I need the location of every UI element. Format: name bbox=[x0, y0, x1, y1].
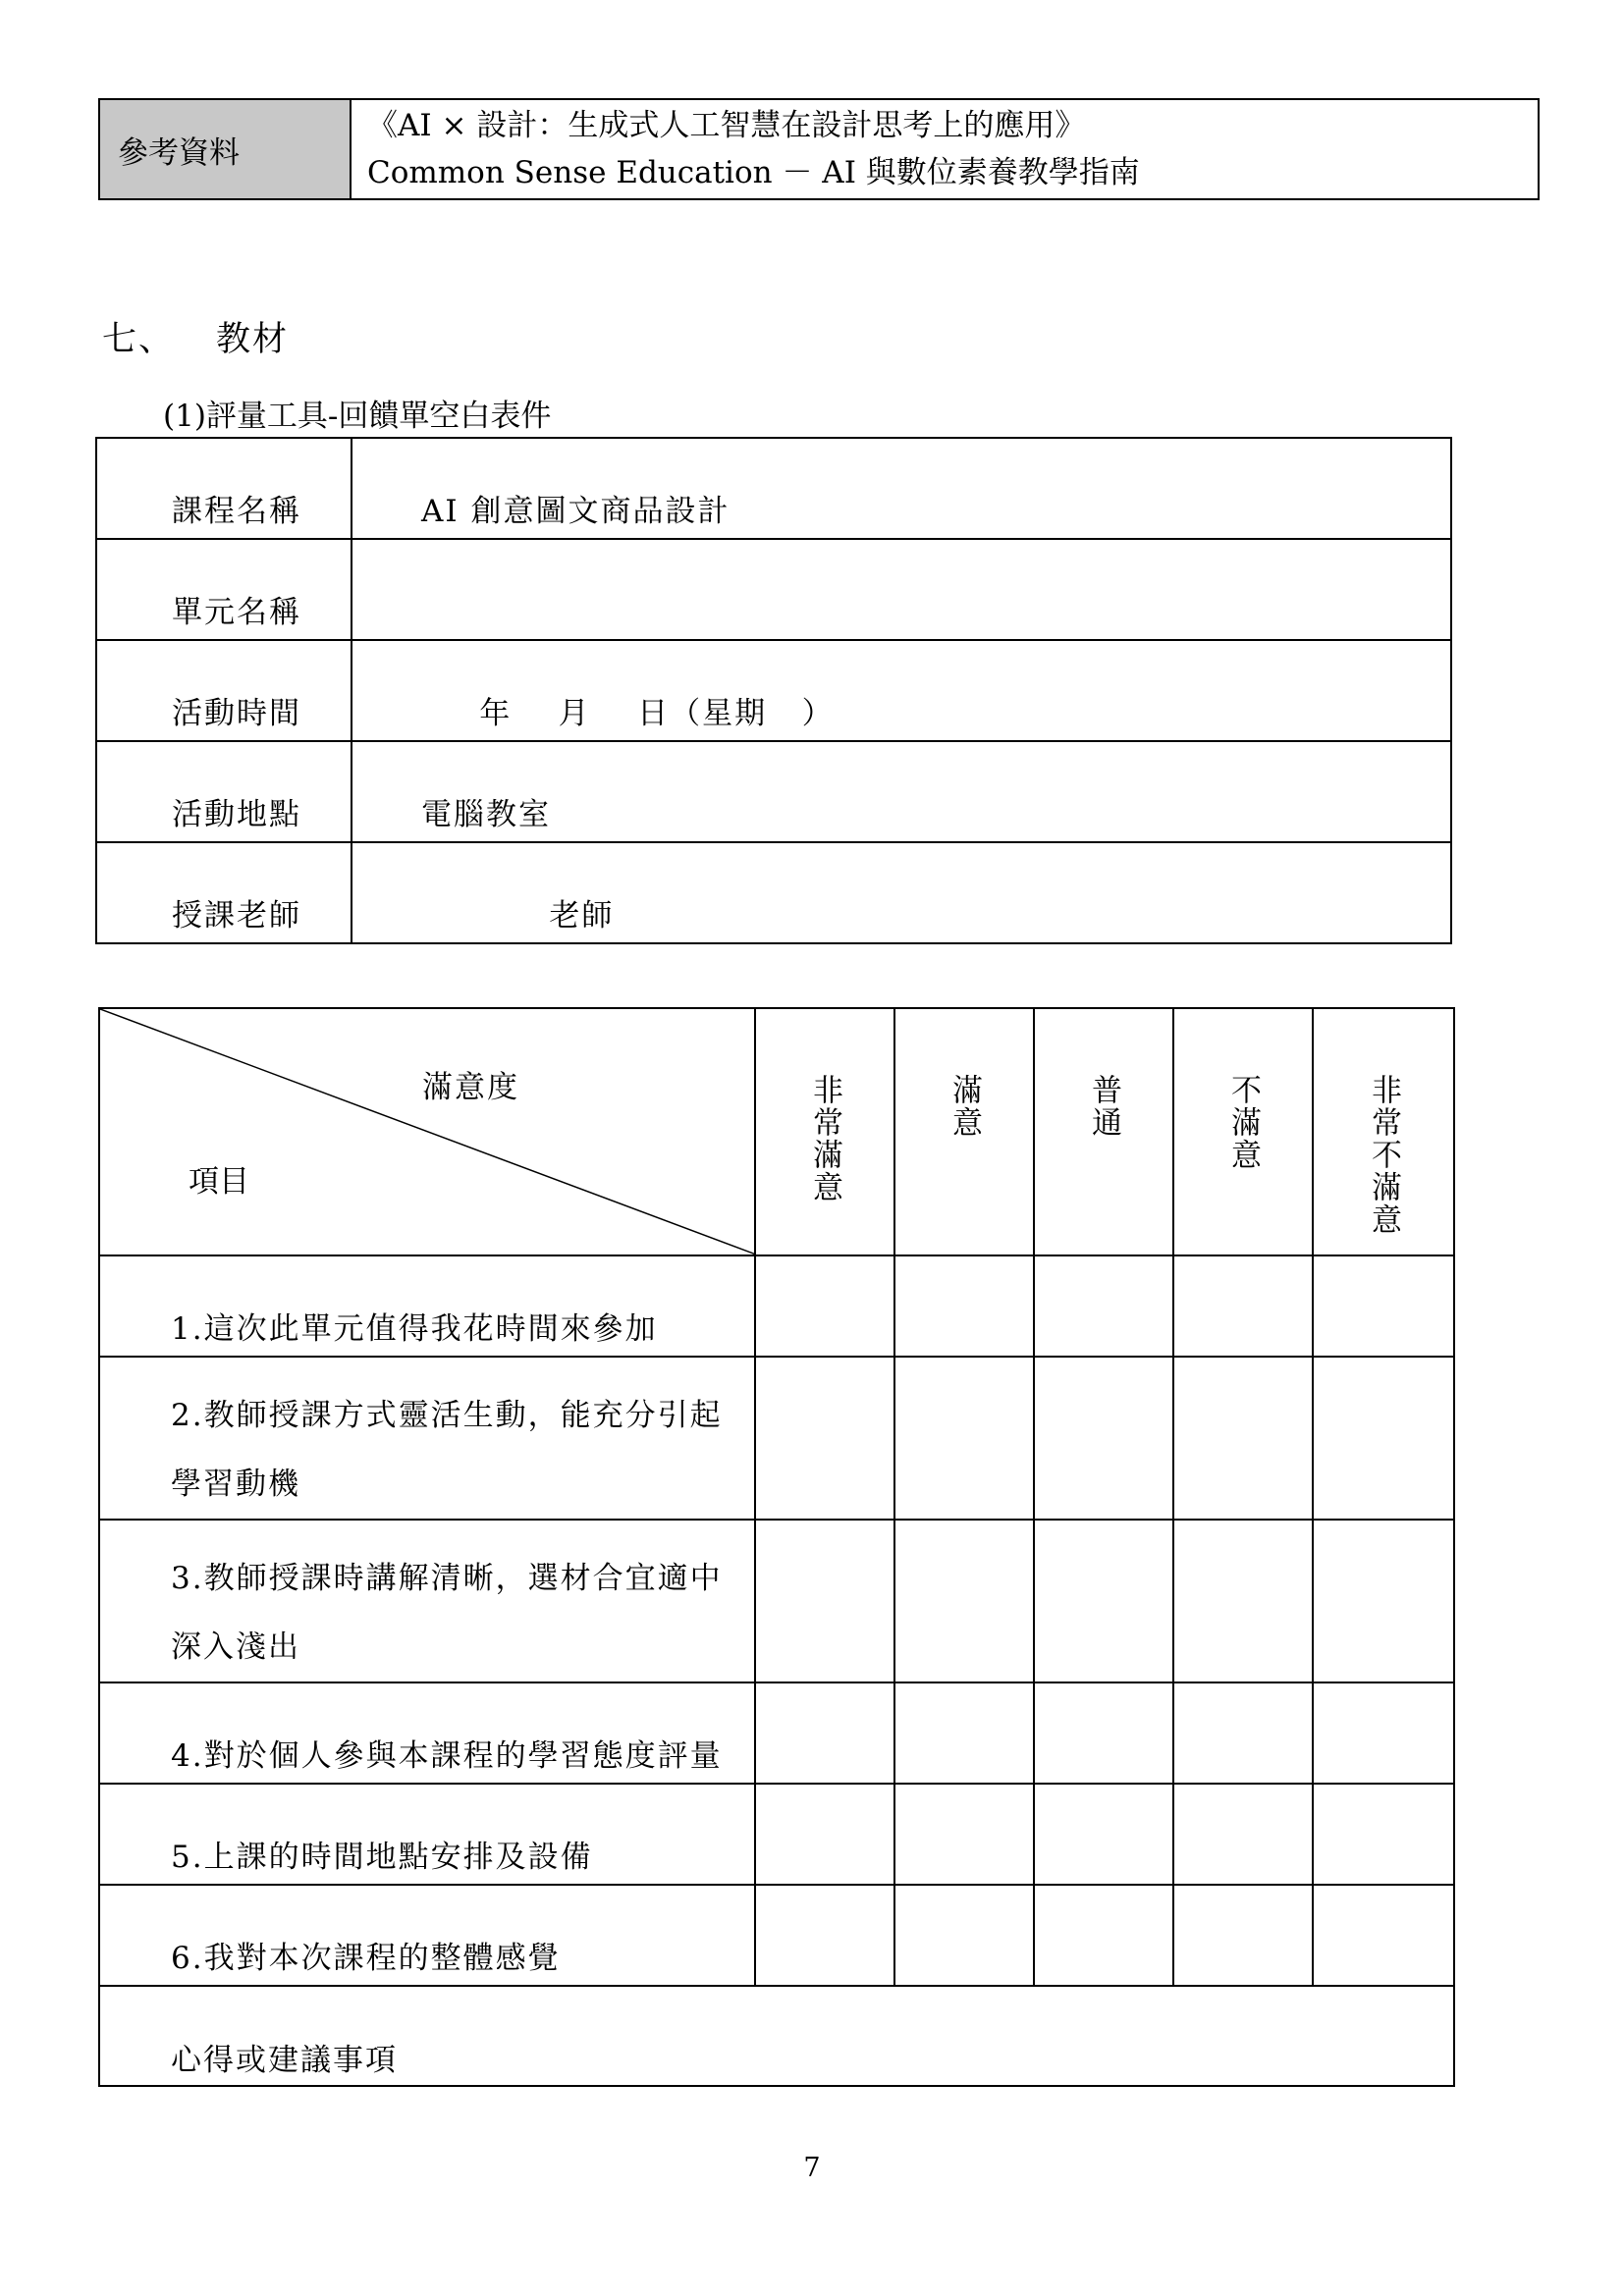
rating-cell[interactable] bbox=[755, 1885, 894, 1986]
diagonal-line bbox=[100, 1009, 756, 1255]
rating-cell[interactable] bbox=[1034, 1784, 1173, 1885]
survey-item-label: 3.教師授課時講解清晰，選材合宜適中深入淺出 bbox=[99, 1520, 755, 1682]
course-info-table bbox=[95, 437, 1452, 944]
page-number: 7 bbox=[803, 2153, 821, 2183]
rating-cell[interactable] bbox=[894, 1682, 1034, 1784]
rating-cell[interactable] bbox=[1034, 1520, 1173, 1682]
survey-item-row bbox=[99, 1784, 1454, 1885]
rating-header-very-satisfied: 非常滿意 bbox=[755, 1008, 894, 1255]
rating-cell[interactable] bbox=[894, 1520, 1034, 1682]
rating-cell[interactable] bbox=[1034, 1682, 1173, 1784]
rating-cell[interactable] bbox=[755, 1357, 894, 1520]
info-value: 年 月 日（星期 ） bbox=[352, 640, 1451, 741]
info-row-course-name bbox=[96, 438, 1451, 539]
rating-cell[interactable] bbox=[1173, 1885, 1313, 1986]
rating-cell[interactable] bbox=[755, 1784, 894, 1885]
survey-item-label: 2.教師授課方式靈活生動，能充分引起學習動機 bbox=[99, 1357, 755, 1520]
rating-cell[interactable] bbox=[894, 1255, 1034, 1357]
section-number: 七、 bbox=[102, 320, 176, 359]
info-label: 課程名稱 bbox=[96, 438, 352, 539]
info-row-activity-location bbox=[96, 741, 1451, 842]
survey-item-label: 6.我對本次課程的整體感覺 bbox=[99, 1885, 755, 1986]
rating-cell[interactable] bbox=[894, 1357, 1034, 1520]
reference-table bbox=[98, 98, 1540, 200]
survey-header-row bbox=[99, 1008, 1454, 1255]
info-row-teacher bbox=[96, 842, 1451, 943]
info-label: 授課老師 bbox=[96, 842, 352, 943]
info-label: 活動地點 bbox=[96, 741, 352, 842]
rating-cell[interactable] bbox=[1173, 1520, 1313, 1682]
reference-label: 參考資料 bbox=[99, 99, 351, 199]
survey-item-label: 1.這次此單元值得我花時間來參加 bbox=[99, 1255, 755, 1357]
survey-item-row bbox=[99, 1520, 1454, 1682]
info-value: 電腦教室 bbox=[352, 741, 1451, 842]
section-title: 教材 bbox=[216, 320, 290, 359]
rating-header-neutral: 普通 bbox=[1034, 1008, 1173, 1255]
rating-cell[interactable] bbox=[1313, 1682, 1454, 1784]
rating-cell[interactable] bbox=[1313, 1357, 1454, 1520]
rating-cell[interactable] bbox=[755, 1682, 894, 1784]
rating-cell[interactable] bbox=[1313, 1520, 1454, 1682]
rating-cell[interactable] bbox=[1173, 1682, 1313, 1784]
item-header: 項目 bbox=[189, 1164, 249, 1200]
satisfaction-header: 滿意度 bbox=[422, 1070, 519, 1105]
info-label: 單元名稱 bbox=[96, 539, 352, 640]
reference-content bbox=[351, 99, 1539, 199]
rating-cell[interactable] bbox=[1173, 1255, 1313, 1357]
rating-header-very-dissatisfied: 非常不滿意 bbox=[1313, 1008, 1454, 1255]
info-value: AI 創意圖文商品設計 bbox=[352, 438, 1451, 539]
survey-item-row bbox=[99, 1357, 1454, 1520]
survey-item-row bbox=[99, 1255, 1454, 1357]
rating-cell[interactable] bbox=[894, 1885, 1034, 1986]
info-value: 老師 bbox=[352, 842, 1451, 943]
rating-header-satisfied: 滿意 bbox=[894, 1008, 1034, 1255]
reference-line-2: Common Sense Education － AI 與數位素養教學指南 bbox=[367, 155, 1140, 190]
rating-cell[interactable] bbox=[1173, 1357, 1313, 1520]
rating-cell[interactable] bbox=[1034, 1357, 1173, 1520]
diagonal-header-cell bbox=[99, 1008, 755, 1255]
comments-field[interactable]: 心得或建議事項 bbox=[99, 1986, 1454, 2086]
survey-item-label: 5.上課的時間地點安排及設備 bbox=[99, 1784, 755, 1885]
info-row-activity-time bbox=[96, 640, 1451, 741]
survey-item-label: 4.對於個人參與本課程的學習態度評量 bbox=[99, 1682, 755, 1784]
rating-cell[interactable] bbox=[755, 1255, 894, 1357]
reference-line-1: 《AI × 設計：生成式人工智慧在設計思考上的應用》 bbox=[367, 108, 1086, 143]
rating-cell[interactable] bbox=[755, 1520, 894, 1682]
subsection-title: (1)評量工具-回饋單空白表件 bbox=[163, 399, 552, 434]
rating-header-dissatisfied: 不滿意 bbox=[1173, 1008, 1313, 1255]
rating-cell[interactable] bbox=[1034, 1255, 1173, 1357]
info-value bbox=[352, 539, 1451, 640]
rating-cell[interactable] bbox=[1313, 1885, 1454, 1986]
rating-cell[interactable] bbox=[1313, 1784, 1454, 1885]
info-row-unit-name bbox=[96, 539, 1451, 640]
rating-cell[interactable] bbox=[1173, 1784, 1313, 1885]
rating-cell[interactable] bbox=[1034, 1885, 1173, 1986]
survey-item-row bbox=[99, 1885, 1454, 1986]
survey-item-row bbox=[99, 1682, 1454, 1784]
rating-cell[interactable] bbox=[1313, 1255, 1454, 1357]
survey-notes-row bbox=[99, 1986, 1454, 2086]
info-label: 活動時間 bbox=[96, 640, 352, 741]
section-heading bbox=[102, 312, 289, 361]
satisfaction-survey-table bbox=[98, 1007, 1455, 2087]
rating-cell[interactable] bbox=[894, 1784, 1034, 1885]
